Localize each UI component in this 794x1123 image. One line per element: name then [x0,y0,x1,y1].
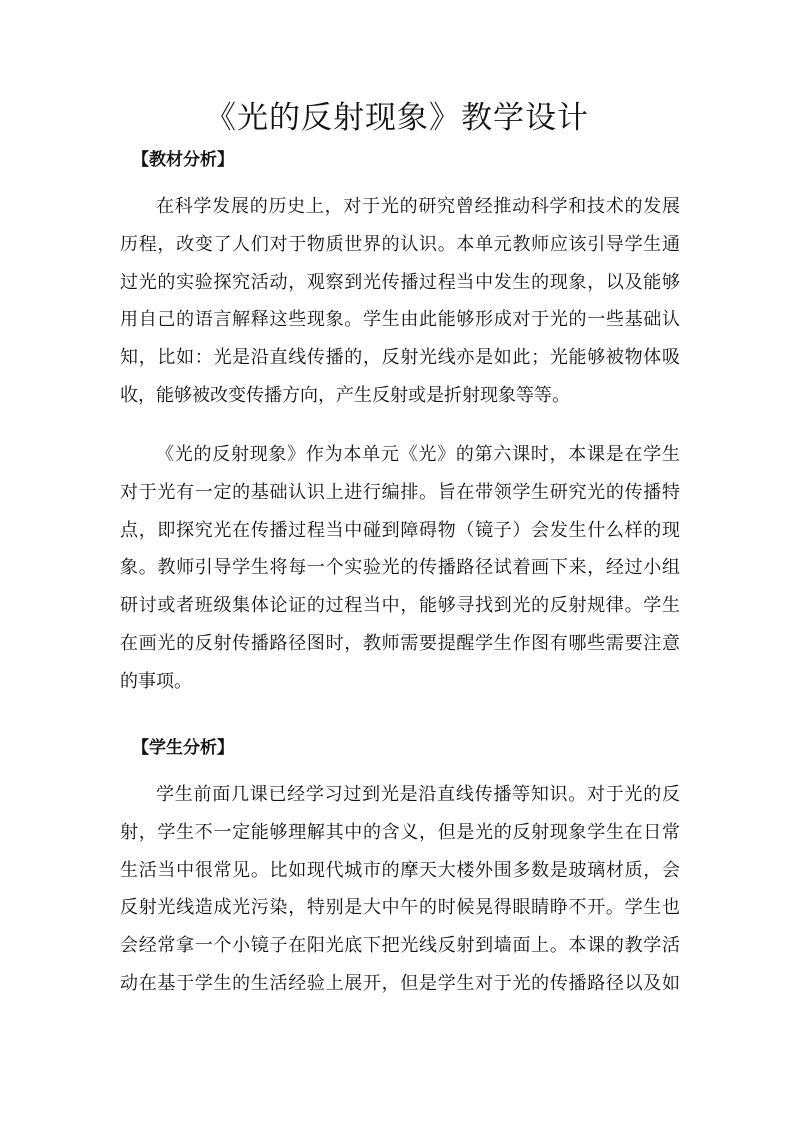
paragraph-line: 在科学发展的历史上，对于光的研究曾经推动科学和技术的发展 [156,196,680,217]
paragraph-line: 研讨或者班级集体论证的过程当中，能够寻找到光的反射规律。学生 [120,595,680,617]
document-title: 《光的反射现象》教学设计 [205,100,589,136]
paragraph-student-analysis-1 [120,776,680,1003]
paragraph-line: 在画光的反射传播路径图时，教师需要提醒学生作图有哪些需要注意 [120,632,680,654]
paragraph-line: 会经常拿一个小镜子在阳光底下把光线反射到墙面上。本课的教学活 [120,935,680,957]
paragraph-line: 点，即探究光在传播过程当中碰到障碍物（镜子）会发生什么样的现 [120,519,680,541]
paragraph-line: 用自己的语言解释这些现象。学生由此能够形成对于光的一些基础认 [120,309,680,331]
paragraph-textbook-analysis-2 [120,436,680,701]
section-heading-student-analysis: 【学生分析】 [132,738,234,758]
paragraph-line: 过光的实验探究活动，观察到光传播过程当中发生的现象，以及能够 [120,271,680,293]
paragraph-line: 知，比如：光是沿直线传播的，反射光线亦是如此；光能够被物体吸 [120,347,680,369]
paragraph-line: 射，学生不一定能够理解其中的含义，但是光的反射现象学生在日常 [120,821,680,843]
paragraph-line: 生活当中很常见。比如现代城市的摩天大楼外围多数是玻璃材质，会 [120,859,680,881]
paragraph-line: 动在基于学生的生活经验上展开，但是学生对于光的传播路径以及如 [120,972,680,994]
paragraph-line: 对于光有一定的基础认识上进行编排。旨在带领学生研究光的传播特 [120,481,680,503]
paragraph-line: 历程，改变了人们对于物质世界的认识。本单元教师应该引导学生通 [120,233,680,255]
paragraph-line: 象。教师引导学生将每一个实验光的传播路径试着画下来，经过小组 [120,557,680,579]
paragraph-line: 《光的反射现象》作为本单元《光》的第六课时，本课是在学生 [156,444,680,465]
section-heading-textbook-analysis: 【教材分析】 [132,150,234,170]
paragraph-line: 收，能够被改变传播方向，产生反射或是折射现象等等。 [120,384,570,406]
paragraph-textbook-analysis-1 [120,188,680,415]
paragraph-line: 反射光线造成光污染，特别是大中午的时候晃得眼睛睁不开。学生也 [120,897,680,919]
paragraph-line: 的事项。 [120,670,192,692]
paragraph-line: 学生前面几课已经学习过到光是沿直线传播等知识。对于光的反 [156,784,680,805]
